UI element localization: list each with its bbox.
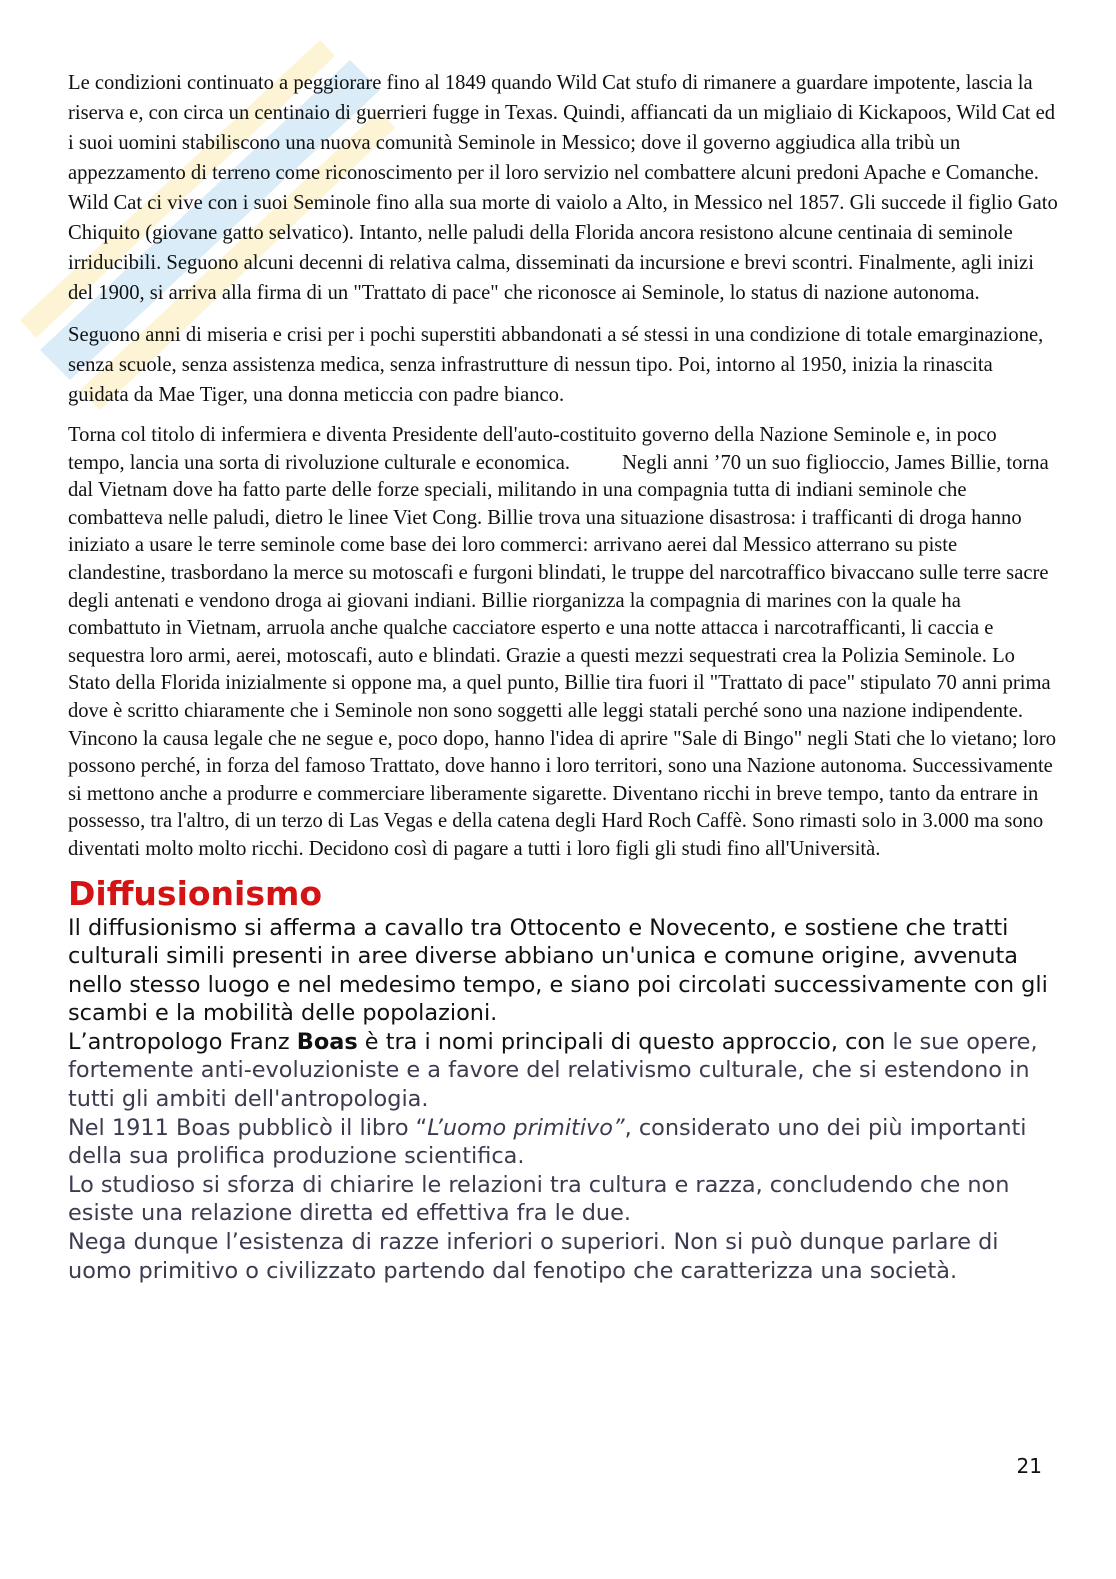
book-rest: , considerato uno dei più importanti della sua prolifica produzione scientifica.: [68, 1114, 1027, 1170]
paragraph-james-billie: [68, 422, 1058, 864]
boas-rest: le sue opere, fortemente anti-evoluzioniste e a favore del relativismo culturale, che si estendono in tutti gli ambiti dell'antropologia.: [68, 1028, 1038, 1113]
section-heading: Diffusionismo: [68, 873, 323, 913]
page-content: [68, 68, 1058, 1285]
boas-paragraph: [68, 1028, 1058, 1114]
boas-name: Boas: [296, 1028, 358, 1055]
diffusionismo-intro: Il diffusionismo si afferma a cavallo tra Ottocento e Novecento, e sostiene che tratti culturali simili presenti in aree diverse abbiano un'unica e comune origine, avvenuta nello stesso luogo e nel medesimo tempo, e siano poi circolati successivamente con gli scambi e la mobilità delle popolazioni.: [68, 914, 1048, 1027]
paragraph-james-billie-part2: Negli anni ’70 un suo figlioccio, James Billie, torna dal Vietnam dove ha fatto parte delle forze speciali, militando in una compagnia tutta di indiani seminole che combatteva nelle paludi, dietro le linee Viet Cong. Billie trova una situazione disastrosa: i trafficanti di droga hanno iniziato a usare le terre seminole come base dei loro commerci: arrivano aerei dal Messico atterrano su piste clandestine, trasbordano la merce su motoscafi e furgoni blindati, le truppe del narcotraffico bivaccano sulle terre sacre degli antenati e vendono droga ai giovani indiani. Billie riorganizza la compagnia di marines con la quale ha combattuto in Vietnam, arruola anche qualche cacciatore esperto e una notte attacca i narcotrafficanti, li caccia e sequestra loro armi, aerei, motoscafi, auto e blindati. Grazie a questi mezzi sequestrati crea la Polizia Seminole. Lo Stato della Florida inizialmente si oppone ma, a quel punto, Billie tira fuori il "Trattato di pace" stipulato 70 anni prima dove è scritto chiaramente che i Seminole non sono soggetti alle leggi statali perché sono una nazione indipendente. Vincono la causa legale che ne segue e, poco dopo, hanno l'idea di aprire "Sale di Bingo" negli Stati che lo vietano; loro possono perché, in forza del famoso Trattato, dove hanno i loro territori, sono una Nazione autonoma. Successivamente si mettono anche a produrre e commerciare liberamente sigarette. Diventano ricchi in breve tempo, tanto da entrare in possesso, tra l'altro, di un terzo di Las Vegas e della catena degli Hard Roch Caffè. Sono rimasti solo in 3.000 ma sono diventati molto molto ricchi. Decidono così di pagare a tutti i loro figli gli studi fino all'Università.: [68, 451, 1057, 860]
page-number: 21: [1016, 1454, 1042, 1478]
paragraph-wild-cat: Le condizioni continuato a peggiorare fino al 1849 quando Wild Cat stufo di rimanere a guardare impotente, lascia la riserva e, con circa un centinaio di guerrieri fugge in Texas. Quindi, affiancati da un migliaio di Kickapoos, Wild Cat ed i suoi uomini stabiliscono una nuova comunità Seminole in Messico; dove il governo aggiudica alla tribù un appezzamento di terreno come riconoscimento per il loro servizio nel combattere alcuni predoni Apache e Comanche. Wild Cat ci vive con i suoi Seminole fino alla sua morte di vaiolo a Alto, in Messico nel 1857. Gli succede il figlio Gato Chiquito (giovane gatto selvatico). Intanto, nelle paludi della Florida ancora resistono alcune centinaia di seminole irriducibili. Seguono alcuni decenni di relativa calma, disseminati da incursione e brevi scontri. Finalmente, agli inizi del 1900, si arriva alla firma di un "Trattato di pace" che riconosce ai Seminole, lo status di nazione autonoma.: [68, 72, 1058, 304]
boas-mid: è tra i nomi principali di questo approccio, con: [357, 1028, 893, 1055]
book-title: L’uomo primitivo”: [427, 1114, 625, 1141]
boas-prefix: L’antropologo Franz: [68, 1028, 297, 1055]
race-paragraph: Lo studioso si sforza di chiarire le relazioni tra cultura e razza, concludendo che non esiste una relazione diretta ed effettiva fra le due.: [68, 1171, 1010, 1227]
paragraph-james-billie-part1: Torna col titolo di infermiera e diventa Presidente dell'auto-costituito governo della Nazione Seminole e, in poco tempo, lancia una sorta di rivoluzione culturale e economica.: [68, 424, 997, 474]
paragraph-mae-tiger: Seguono anni di miseria e crisi per i pochi superstiti abbandonati a sé stessi in una condizione di totale emarginazione, senza scuole, senza assistenza medica, senza infrastrutture di nessun tipo. Poi, intorno al 1950, inizia la rinascita guidata da Mae Tiger, una donna meticcia con padre bianco.: [68, 324, 1044, 406]
book-prefix: Nel 1911 Boas pubblicò il libro “: [68, 1114, 428, 1141]
denial-paragraph: Nega dunque l’esistenza di razze inferiori o superiori. Non si può dunque parlare di uomo primitivo o civilizzato partendo dal fenotipo che caratterizza una società.: [68, 1229, 999, 1284]
book-paragraph: [68, 1114, 1058, 1171]
